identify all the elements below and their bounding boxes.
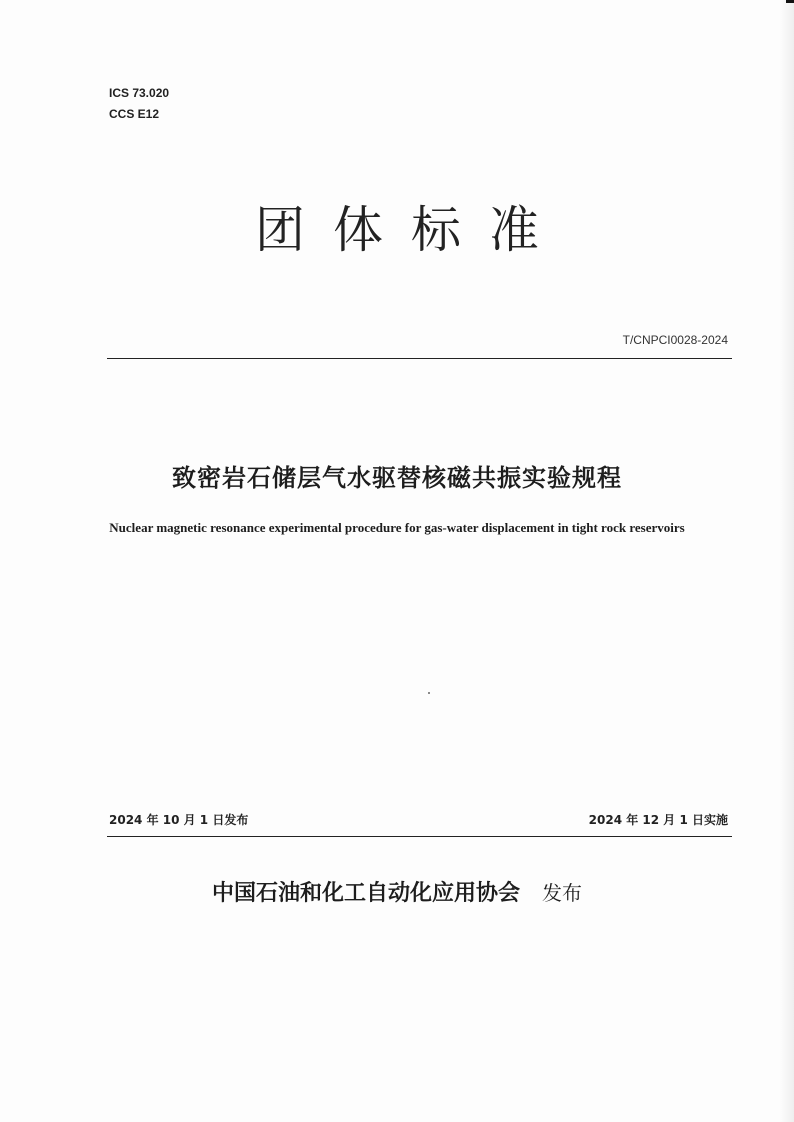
publisher-action: 发布	[542, 881, 582, 905]
scan-speck	[428, 692, 430, 694]
bottom-divider	[107, 836, 732, 837]
publisher-line	[0, 876, 794, 907]
publisher-name: 中国石油和化工自动化应用协会	[211, 881, 520, 906]
classification-codes	[109, 83, 169, 125]
top-divider	[107, 358, 732, 359]
scan-corner-mark	[786, 0, 794, 3]
effective-date: 2024 年 12 月 1 日实施	[588, 813, 728, 827]
title-chinese: 致密岩石储层气水驱替核磁共振实验规程	[172, 464, 622, 492]
standard-number: T/CNPCI0028-2024	[622, 333, 728, 347]
scan-edge-shadow	[780, 0, 794, 1122]
title-english: Nuclear magnetic resonance experimental procedure for gas-water displacement in tight rock reservoirs	[109, 520, 685, 535]
ics-code: ICS 73.020	[109, 86, 170, 100]
ccs-code: CCS E12	[109, 107, 160, 121]
standard-type-heading: 团体标准	[255, 201, 567, 259]
issue-date: 2024 年 10 月 1 日发布	[109, 813, 249, 827]
